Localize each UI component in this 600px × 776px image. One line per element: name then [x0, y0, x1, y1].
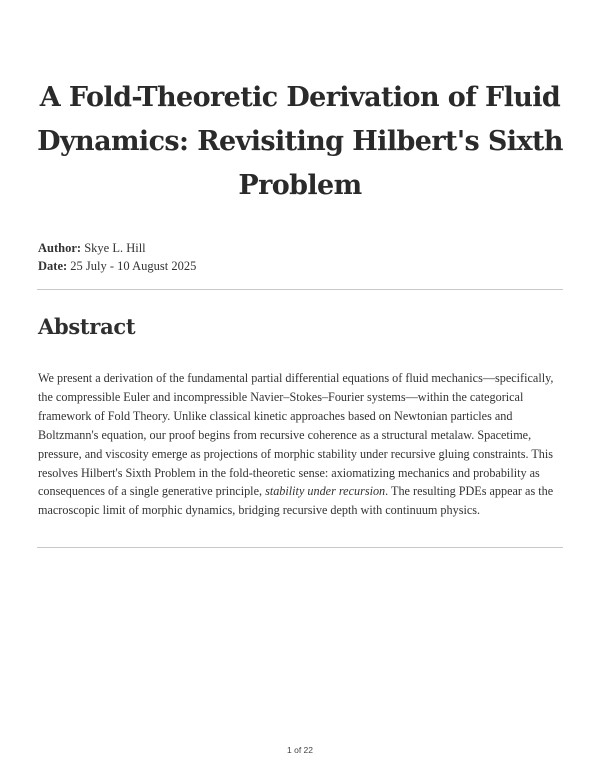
date-label: Date: — [38, 259, 68, 273]
abstract-heading: Abstract — [38, 314, 136, 339]
paper-metadata — [38, 239, 196, 275]
section-divider-top — [37, 289, 563, 290]
page-number: 1 of 22 — [287, 745, 313, 755]
abstract-text-part-2: . The resulting PDEs appear as the macroscopic limit of morphic dynamics, bridging recursive depth with continuum physics. — [38, 484, 554, 518]
date-line — [38, 257, 196, 275]
author-label: Author: — [38, 241, 82, 255]
section-divider-bottom — [37, 547, 563, 548]
date-value: 25 July - 10 August 2025 — [70, 259, 197, 273]
abstract-emphasis: stability under recursion — [265, 484, 386, 499]
abstract-text-part-1: We present a derivation of the fundamental partial differential equations of fluid mechanics—specifically, the compressible Euler and incompressible Navier–Stokes–Fourier systems—within the categorical framework of Fold Theory. Unlike classical kinetic approaches based on Newtonian particles and Boltzmann's equation, our proof begins from recursive coherence as a structural metalaw. Spacetime, pressure, and viscosity emerge as projections of morphic stability under recursive gluing constraints. This resolves Hilbert's Sixth Problem in the fold-theoretic sense: axiomatizing mechanics and probability as consequences of a single generative principle, — [38, 371, 554, 499]
author-line — [38, 239, 196, 257]
abstract-body — [38, 369, 566, 520]
paper-title: A Fold-Theoretic Derivation of Fluid Dynamics: Revisiting Hilbert's Sixth Problem — [37, 82, 563, 201]
author-name: Skye L. Hill — [84, 241, 146, 255]
